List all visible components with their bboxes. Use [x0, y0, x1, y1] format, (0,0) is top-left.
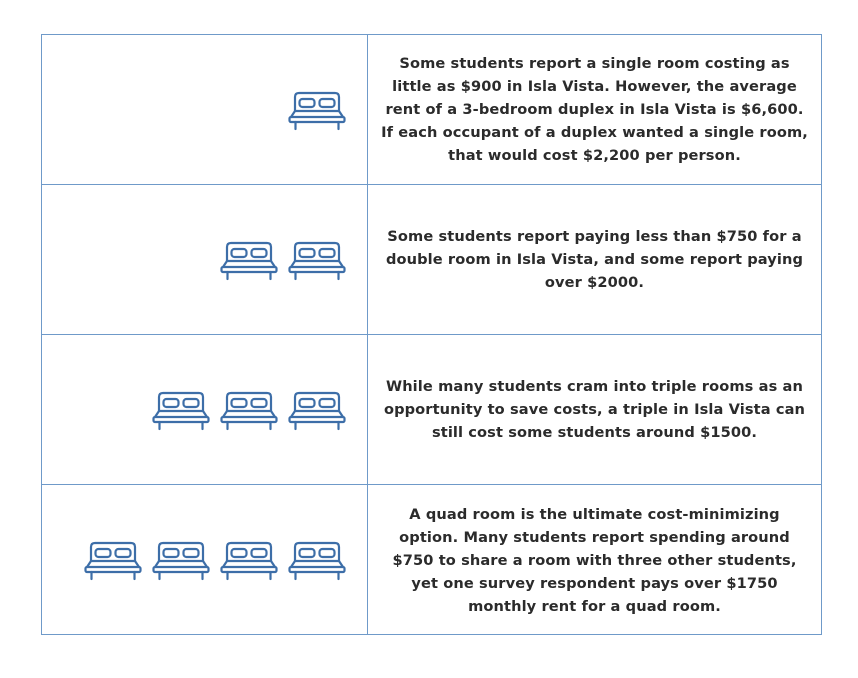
bed-icon [84, 538, 142, 582]
bed-icon [288, 538, 346, 582]
bed-group [220, 238, 346, 282]
icon-cell [42, 335, 368, 484]
text-cell [368, 185, 821, 334]
bed-group [152, 388, 346, 432]
bed-icon [288, 238, 346, 282]
row-double [42, 185, 821, 335]
row-quad [42, 485, 821, 635]
bed-group [84, 538, 346, 582]
icon-cell [42, 185, 368, 334]
icon-cell [42, 35, 368, 184]
quad-room-description: A quad room is the ultimate cost-minimizing option. Many students report spending around $750 to share a room with three other students, yet one survey respondent pays over $1750 monthly rent for a quad room. [392, 505, 797, 615]
text-cell [368, 35, 821, 184]
text-cell [368, 485, 821, 635]
bed-icon [220, 238, 278, 282]
icon-cell [42, 485, 368, 635]
room-cost-table [41, 34, 822, 635]
bed-icon [288, 388, 346, 432]
text-cell [368, 335, 821, 484]
bed-group [288, 88, 346, 132]
double-room-description: Some students report paying less than $750 for a double room in Isla Vista, and some report paying over $2000. [385, 228, 804, 291]
single-room-description: Some students report a single room costing as little as $900 in Isla Vista. However, the average rent of a 3-bedroom duplex in Isla Vista is $6,600. If each occupant of a duplex wanted a single room, that would cost $2,200 per person. [381, 55, 808, 164]
bed-icon [220, 388, 278, 432]
triple-room-description: While many students cram into triple rooms as an opportunity to save costs, a triple in Isla Vista can still cost some students around $1500. [383, 378, 806, 441]
row-single [42, 35, 821, 185]
bed-icon [220, 538, 278, 582]
bed-icon [288, 88, 346, 132]
row-triple [42, 335, 821, 485]
bed-icon [152, 538, 210, 582]
bed-icon [152, 388, 210, 432]
